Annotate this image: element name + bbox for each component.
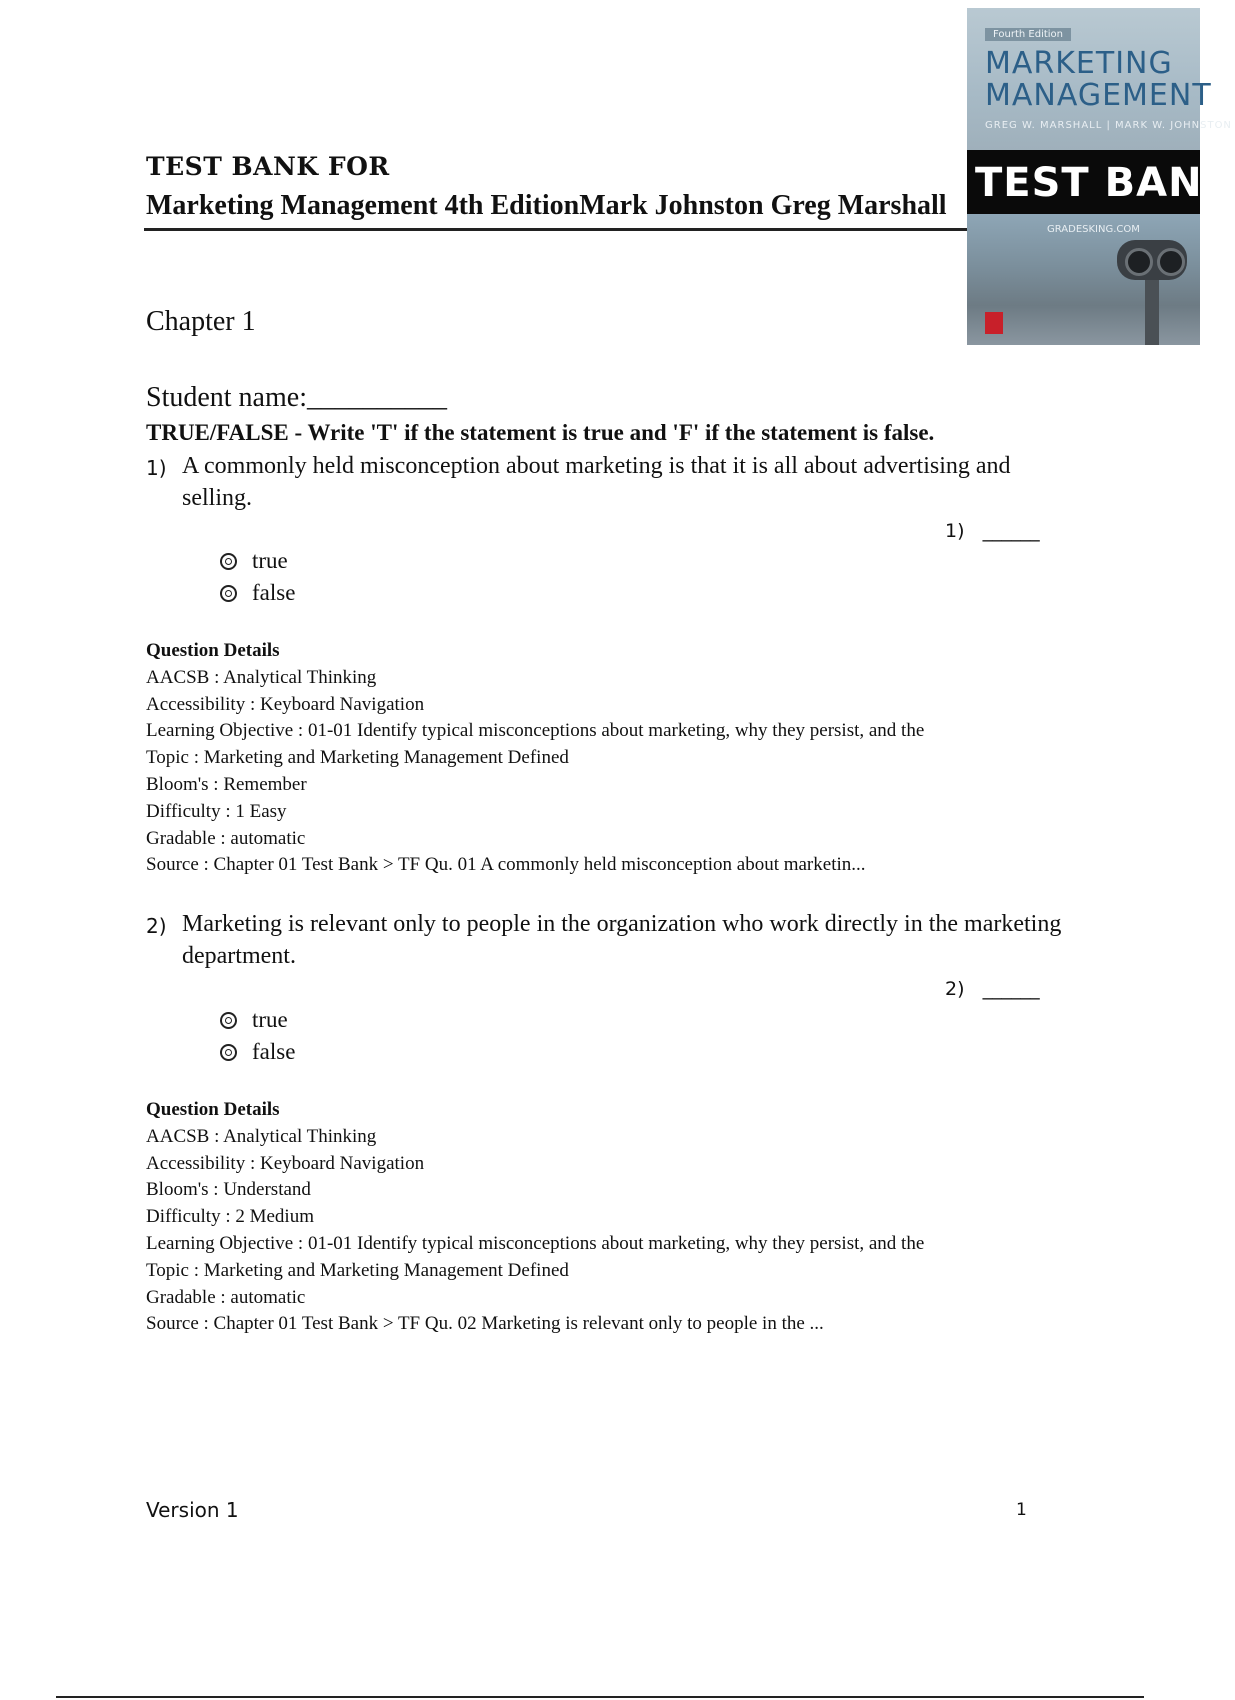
- detail-line: Accessibility : Keyboard Navigation: [146, 693, 425, 715]
- test-bank-kicker: TEST BANK FOR: [146, 152, 390, 181]
- binocular-stand: [1145, 280, 1159, 345]
- radio-icon[interactable]: [220, 553, 237, 570]
- header-divider: [144, 228, 968, 231]
- option-label: true: [252, 548, 288, 573]
- question-number: 1): [146, 456, 167, 480]
- question-text: A commonly held misconception about marketing is that it is all about advertising and selling.: [182, 453, 1011, 511]
- option-true[interactable]: [220, 1007, 288, 1033]
- answer-blank[interactable]: ______: [982, 520, 1040, 542]
- radio-icon[interactable]: [220, 585, 237, 602]
- option-label: true: [252, 1007, 288, 1032]
- question-text: Marketing is relevant only to people in the organization who work directly in the marketing department.: [182, 911, 1062, 969]
- cover-site: GRADESKING.COM: [1047, 224, 1140, 235]
- detail-line: Bloom's : Understand: [146, 1179, 311, 1201]
- detail-line: Topic : Marketing and Marketing Management Defined: [146, 747, 569, 769]
- detail-line: Bloom's : Remember: [146, 773, 307, 795]
- student-name-field: Student name:__________: [146, 382, 447, 413]
- cover-title-line1: MARKETING: [985, 46, 1173, 81]
- cover-authors: GREG W. MARSHALL | MARK W. JOHNSTON: [985, 120, 1232, 131]
- cover-title: [985, 48, 1212, 112]
- answer-slot: [945, 520, 1040, 542]
- chapter-heading: Chapter 1: [146, 306, 256, 337]
- details-heading: Question Details: [146, 640, 280, 661]
- page-number: 1: [1016, 1500, 1027, 1520]
- detail-line: Difficulty : 2 Medium: [146, 1206, 314, 1228]
- details-heading: Question Details: [146, 1099, 280, 1120]
- radio-icon[interactable]: [220, 1044, 237, 1061]
- publisher-logo-icon: [985, 312, 1003, 334]
- detail-line: Gradable : automatic: [146, 1286, 306, 1308]
- detail-line: AACSB : Analytical Thinking: [146, 1125, 377, 1147]
- question-number: 2): [146, 914, 167, 938]
- option-false[interactable]: [220, 1039, 295, 1065]
- binocular-lens-icon: [1125, 248, 1153, 276]
- question-details: [146, 1097, 924, 1338]
- option-label: false: [252, 1039, 296, 1064]
- answer-slot: [945, 978, 1040, 1000]
- instructions: TRUE/FALSE - Write 'T' if the statement is true and 'F' if the statement is false.: [146, 420, 935, 445]
- option-true[interactable]: [220, 548, 288, 574]
- cover-band: [967, 150, 1235, 214]
- answer-blank[interactable]: ______: [982, 978, 1040, 1000]
- page-bottom-rule: [56, 1696, 1144, 1698]
- question-details: [146, 638, 924, 879]
- option-false[interactable]: [220, 580, 295, 606]
- book-cover-image: [967, 8, 1235, 345]
- detail-line: Source : Chapter 01 Test Bank > TF Qu. 02 Marketing is relevant only to people in the ...: [146, 1313, 824, 1335]
- binocular-lens-icon: [1157, 248, 1185, 276]
- detail-line: Gradable : automatic: [146, 827, 306, 849]
- cover-band-text: TEST BANK: [975, 160, 1235, 206]
- detail-line: Difficulty : 1 Easy: [146, 800, 287, 822]
- detail-line: AACSB : Analytical Thinking: [146, 666, 377, 688]
- detail-line: Learning Objective : 01-01 Identify typical misconceptions about marketing, why they persist, and the: [146, 720, 925, 742]
- document-title: Marketing Management 4th EditionMark Johnston Greg Marshall: [146, 190, 947, 221]
- answer-label: 2): [945, 978, 965, 1000]
- cover-edition: Fourth Edition: [985, 28, 1071, 41]
- detail-line: Topic : Marketing and Marketing Management Defined: [146, 1259, 569, 1281]
- detail-line: Accessibility : Keyboard Navigation: [146, 1152, 425, 1174]
- option-label: false: [252, 580, 296, 605]
- cover-title-line2: MANAGEMENT: [985, 78, 1212, 113]
- detail-line: Learning Objective : 01-01 Identify typical misconceptions about marketing, why they persist, and the: [146, 1232, 925, 1254]
- radio-icon[interactable]: [220, 1012, 237, 1029]
- answer-label: 1): [945, 520, 965, 542]
- detail-line: Source : Chapter 01 Test Bank > TF Qu. 01 A commonly held misconception about marketin...: [146, 854, 866, 876]
- footer-version: Version 1: [146, 1498, 239, 1522]
